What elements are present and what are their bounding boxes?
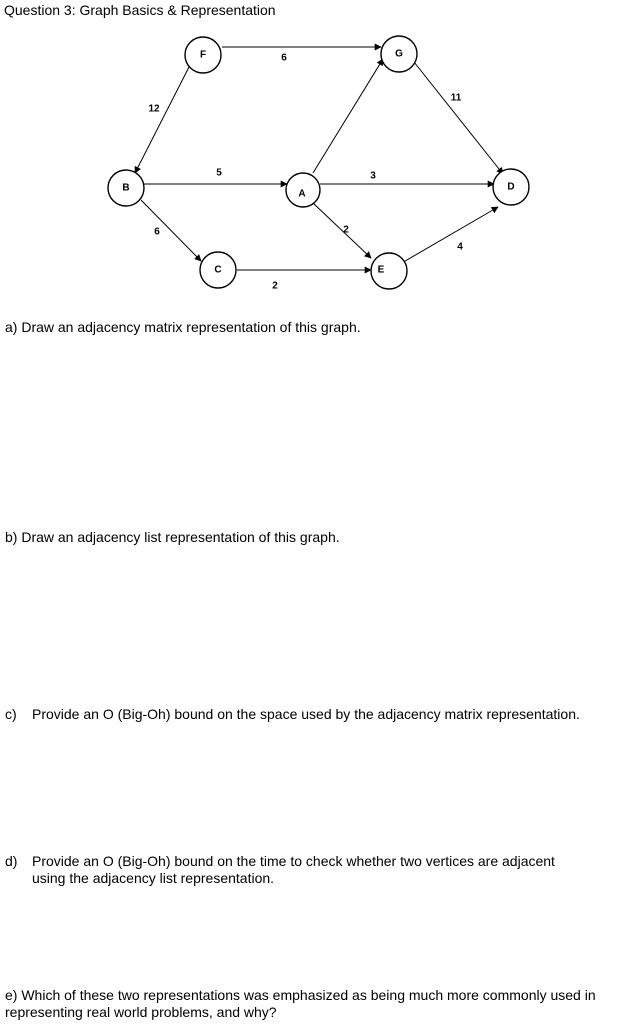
- weight-f-b: 12: [148, 103, 160, 115]
- node-f-label: F: [199, 49, 207, 61]
- node-a: [286, 173, 320, 207]
- node-c-label: C: [214, 264, 222, 276]
- edge-a-e: [313, 203, 371, 258]
- question-c-text: Provide an O (Big-Oh) bound on the space used by the adjacency matrix representation.: [32, 706, 580, 722]
- question-a: a) Draw an adjacency matrix representation of this graph.: [5, 319, 361, 335]
- node-e-label: E: [377, 264, 385, 276]
- weight-a-e: 2: [343, 224, 349, 236]
- node-a-label: A: [298, 188, 306, 200]
- edge-a-g: [313, 59, 383, 173]
- node-b: [108, 170, 144, 206]
- graph-diagram: [0, 0, 632, 300]
- question-d-line1: Provide an O (Big-Oh) bound on the time to check whether two vertices are adjacent: [32, 853, 555, 869]
- weight-c-e: 2: [272, 280, 278, 292]
- node-g-label: G: [395, 48, 403, 60]
- question-b: b) Draw an adjacency list representation of this graph.: [5, 529, 340, 545]
- node-g: [381, 36, 417, 72]
- node-b-label: B: [122, 182, 130, 194]
- question-e: e) Which of these two representations was emphasized as being much more commonly used in representing real world problems, and why?: [5, 987, 596, 1020]
- question-c-label: c): [5, 706, 17, 722]
- node-d: [493, 169, 529, 205]
- weight-b-c: 6: [154, 226, 160, 238]
- edge-b-c: [141, 200, 201, 261]
- edge-f-b: [135, 67, 189, 173]
- weight-b-a: 5: [216, 167, 222, 179]
- edge-g-d: [414, 62, 503, 174]
- question-d-line2: using the adjacency list representation.: [32, 870, 275, 886]
- weight-f-g: 6: [281, 52, 287, 64]
- weight-g-d: 11: [450, 92, 462, 104]
- weight-e-d: 4: [457, 241, 463, 253]
- question-d-label: d): [5, 853, 18, 869]
- weight-a-d: 3: [370, 170, 376, 182]
- node-c: [200, 252, 236, 288]
- edge-e-d: [400, 207, 498, 264]
- question-title: Question 3: Graph Basics & Representation: [4, 2, 276, 18]
- node-e: [371, 253, 407, 289]
- node-f: [185, 37, 221, 73]
- node-d-label: D: [507, 181, 515, 193]
